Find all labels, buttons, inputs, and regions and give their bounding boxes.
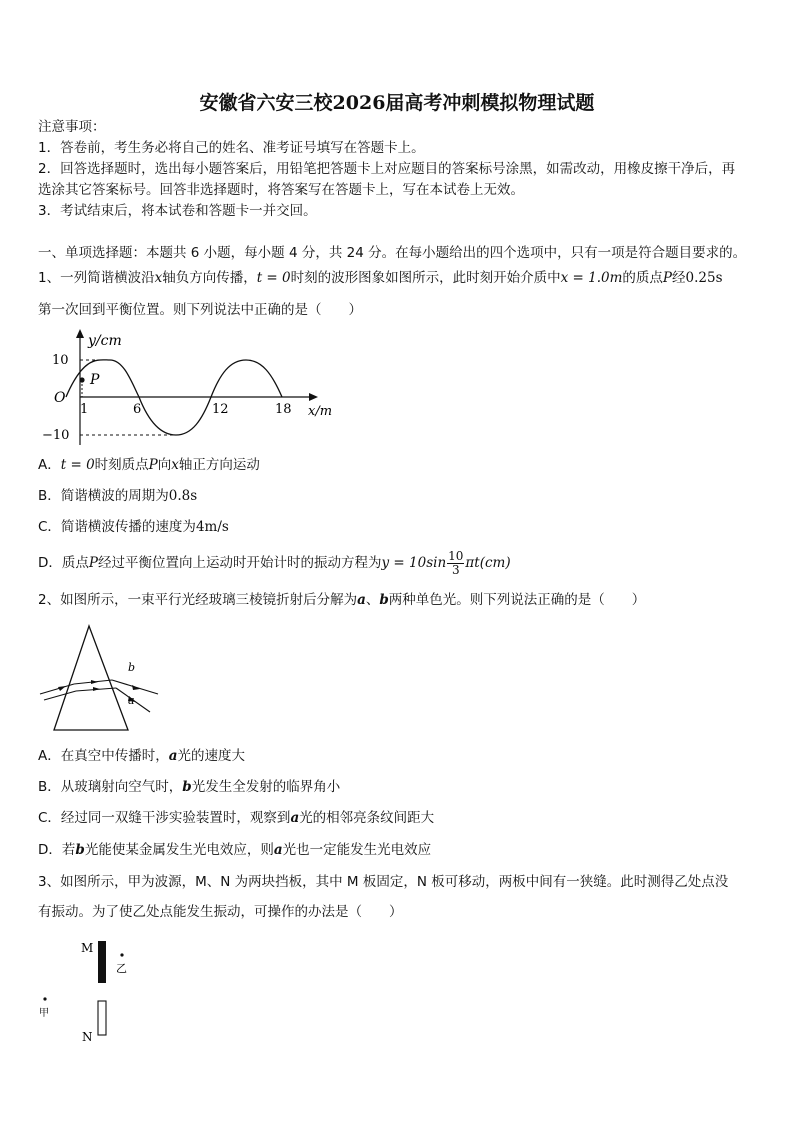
notice-item-3: 3．考试结束后，将本试卷和答题卡一并交回。 [38, 203, 317, 219]
y-axis-label: y/cm [88, 333, 122, 349]
q2-prism-figure [36, 622, 166, 734]
x-tick-12: 12 [212, 402, 229, 417]
ray-b-label: b [128, 661, 136, 674]
q1-stem-line2: 第一次回到平衡位置。则下列说法中正确的是（ ） [38, 302, 362, 318]
point-p [79, 377, 84, 382]
plate-m-label: M [81, 941, 94, 955]
point-yi [120, 953, 123, 956]
notice-item-1: 1．答卷前，考生务必将自己的姓名、准考证号填写在答题卡上。 [38, 140, 425, 156]
q2-option-c[interactable]: C．经过同一双缝干涉实验装置时，观察到a光的相邻亮条纹间距大 [38, 810, 435, 826]
plate-n-label: N [82, 1030, 93, 1044]
q1-option-a[interactable]: A．t = 0时刻质点P向x轴正方向运动 [38, 457, 260, 473]
q3-slit-figure [36, 935, 146, 1050]
page-title: 安徽省六安三校2026届高考冲刺模拟物理试题 [199, 92, 595, 114]
point-jia [43, 997, 46, 1000]
x-axis-label: x/m [308, 404, 333, 419]
point-yi-label: 乙 [116, 962, 127, 975]
q1-option-b[interactable]: B．简谐横波的周期为0.8s [38, 488, 198, 504]
q2-option-b[interactable]: B．从玻璃射向空气时，b光发生全发射的临界角小 [38, 779, 341, 795]
q3-stem-line2: 有振动。为了使乙处点能发生振动，可操作的办法是（ ） [38, 904, 403, 920]
q1-stem-line1: 1、一列简谐横波沿x轴负方向传播，t = 0时刻的波形图象如图所示，此时刻开始介质中x = 1.0m的质点P经0.25s [38, 270, 723, 286]
q3-stem-line1: 3、如图所示，甲为波源，M、N 为两块挡板，其中 M 板固定，N 板可移动，两板中间有一狭缝。此时测得乙处点没 [38, 874, 729, 890]
x-tick-1: 1 [80, 402, 89, 417]
x-tick-18: 18 [275, 402, 292, 417]
q2-stem: 2、如图所示，一束平行光经玻璃三棱镜折射后分解为a、b两种单色光。则下列说法正确的是（ ） [38, 592, 646, 608]
notice-item-2: 2．回答选择题时，选出每小题答案后，用铅笔把答题卡上对应题目的答案标号涂黑，如需改动，用橡皮擦干净后，再 [38, 161, 736, 177]
origin-label: O [54, 390, 66, 406]
notice-heading: 注意事项： [38, 119, 106, 135]
section-heading: 一、单项选择题：本题共 6 小题，每小题 4 分，共 24 分。在每小题给出的四个选项中，只有一项是符合题目要求的。 [38, 245, 747, 261]
fraction-10-over-3: $\frac{10}{3}$ [448, 548, 464, 577]
prism [54, 626, 128, 730]
q1-option-d[interactable]: D．质点P经过平衡位置向上运动时开始计时的振动方程为y = 10sin $\frac{10}{3}$ πt(cm) [38, 548, 511, 577]
plate-m [98, 941, 106, 983]
point-jia-label: 甲 [39, 1008, 49, 1019]
ray-a-label: a [128, 694, 135, 707]
point-p-label: P [90, 372, 100, 388]
y-tick-10: 10 [52, 353, 69, 368]
notice-item-2-cont: 选涂其它答案标号。回答非选择题时，将答案写在答题卡上，写在本试卷上无效。 [38, 182, 524, 198]
y-tick-neg10: −10 [42, 428, 70, 443]
plate-n [98, 1001, 106, 1035]
x-tick-6: 6 [133, 402, 142, 417]
q2-option-d[interactable]: D．若b光能使某金属发生光电效应，则a光也一定能发生光电效应 [38, 842, 432, 858]
q1-wave-graph [36, 325, 346, 450]
q2-option-a[interactable]: A．在真空中传播时，a光的速度大 [38, 748, 245, 764]
q1-option-c[interactable]: C．简谐横波传播的速度为4m/s [38, 519, 229, 535]
